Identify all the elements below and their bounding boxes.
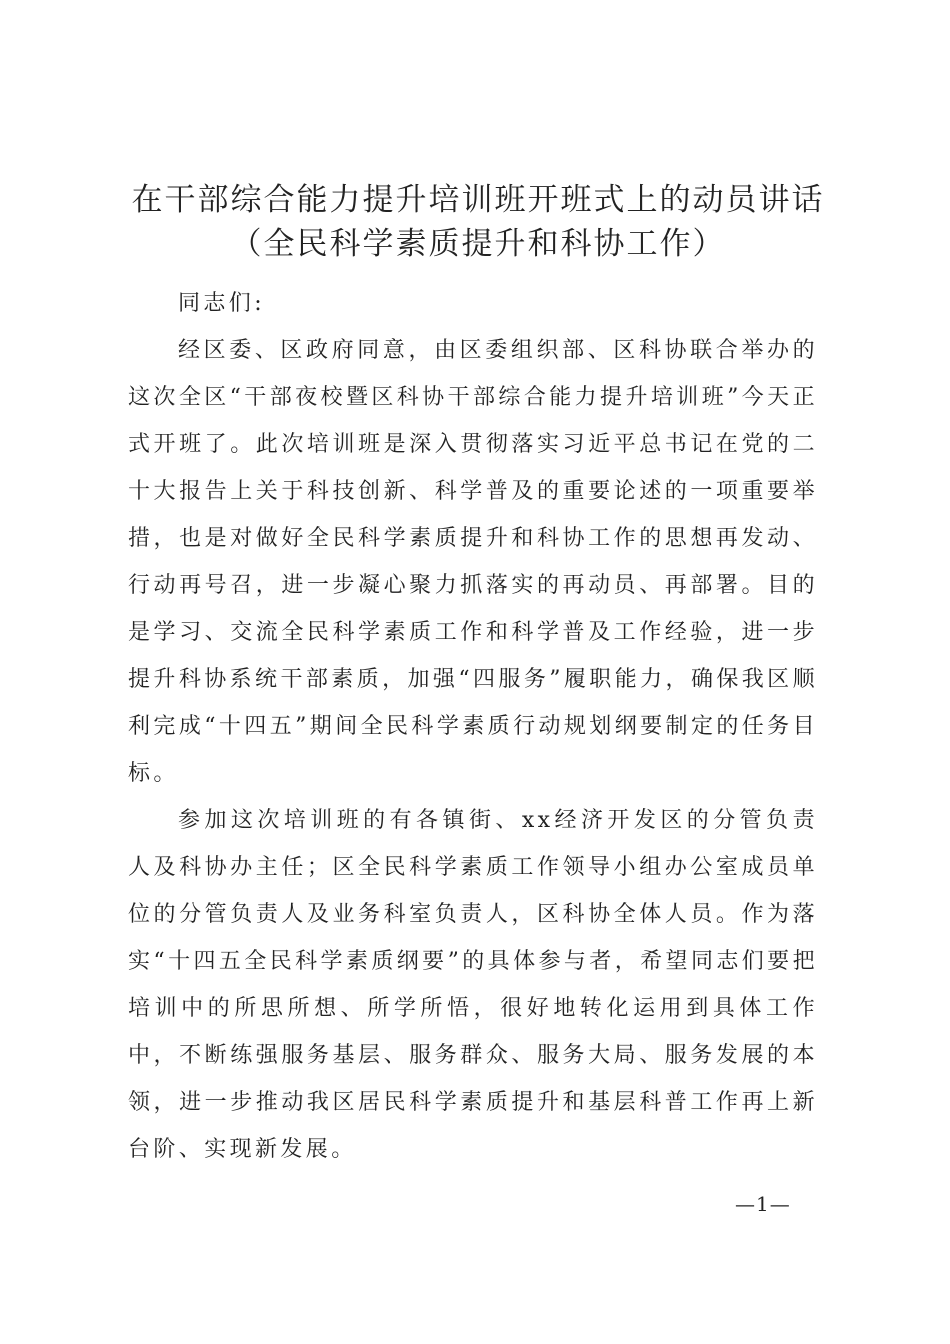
- salutation: 同志们:: [178, 291, 266, 316]
- document-body: [128, 280, 818, 1173]
- body-paragraph-1: 经区委、区政府同意，由区委组织部、区科协联合举办的这次全区“干部夜校暨区科协干部综合能力提升培训班”今天正式开班了。此次培训班是深入贯彻落实习近平总书记在党的二十大报告上关于科技创新、科学普及的重要论述的一项重要举措，也是对做好全民科学素质提升和科协工作的思想再发动、行动再号召，进一步凝心聚力抓落实的再动员、再部署。目的是学习、交流全民科学素质工作和科学普及工作经验，进一步提升科协系统干部素质，加强“四服务”履职能力，确保我区顺利完成“十四五”期间全民科学素质行动规划纲要制定的任务目标。: [128, 338, 818, 786]
- page-number: —1—: [735, 1192, 791, 1216]
- body-paragraph-2: 参加这次培训班的有各镇街、xx经济开发区的分管负责人及科协办主任；区全民科学素质工作领导小组办公室成员单位的分管负责人及业务科室负责人，区科协全体人员。作为落实“十四五全民科学素质纲要”的具体参与者，希望同志们要把培训中的所思所想、所学所悟，很好地转化运用到具体工作中，不断练强服务基层、服务群众、服务大局、服务发展的本领，进一步推动我区居民科学素质提升和基层科普工作再上新台阶、实现新发展。: [128, 808, 818, 1162]
- document-title: 在干部综合能力提升培训班开班式上的动员讲话（全民科学素质提升和科协工作）: [131, 182, 825, 262]
